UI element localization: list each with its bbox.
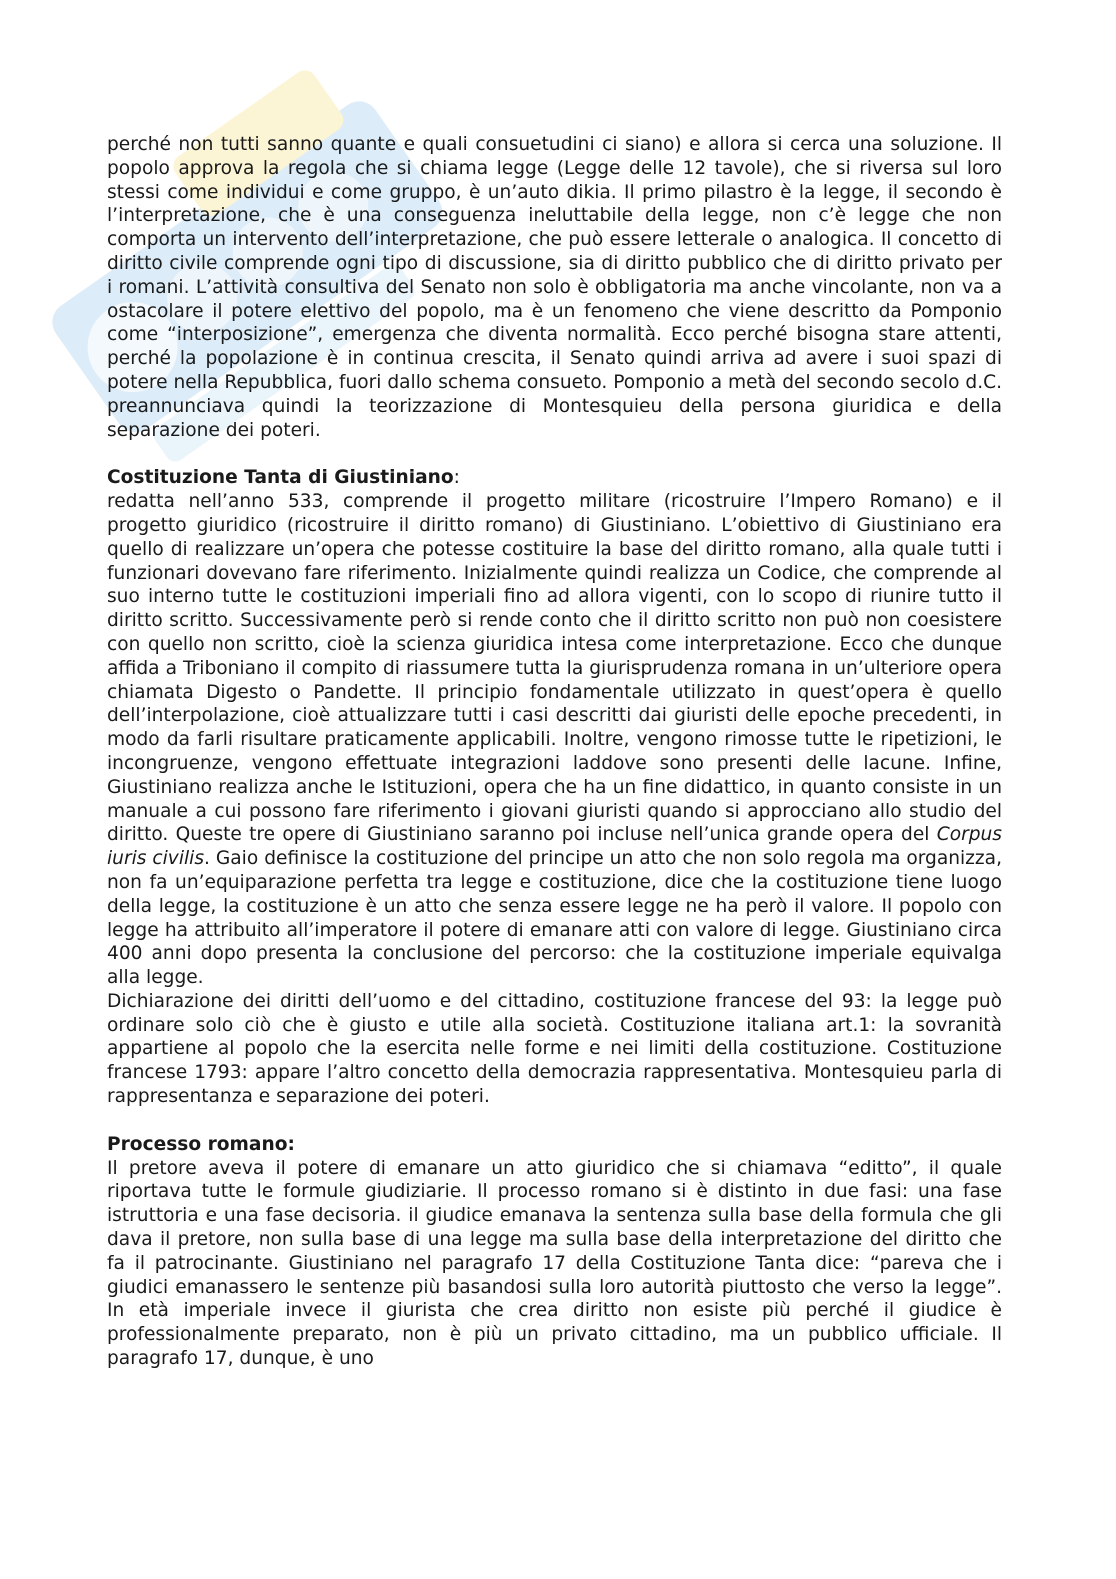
- tanta-text-part-2: . Gaio definisce la costituzione del principe un atto che non solo regola ma organizza, non fa un’equiparazione perfetta tra legge e costituzione, dice che la costituzione tiene luogo della legge, la costituzione è un atto che senza essere legge ne ha però il valore. Il popolo con legge ha attribuito all’imperatore il potere di emanare atti con valore di legge. Giustiniano circa 400 anni dopo presenta la conclusione del percorso: che la costituzione imperiale equivalga alla legge.: [107, 848, 1002, 989]
- heading-tanta-colon: :: [453, 467, 460, 489]
- paragraph-gap: [107, 442, 1002, 466]
- dichiarazione-paragraph: Dichiarazione dei diritti dell’uomo e del cittadino, costituzione francese del 93: la legge può ordinare solo ciò che è giusto e utile alla società. Costituzione italiana art.1: la sovranità appartiene al popolo che la esercita nelle forme e nei limiti della costituzione. Costituzione francese 1793: appare l’altro concetto della democrazia rappresentativa. Montesquieu parla di rappresentanza e separazione dei poteri.: [107, 990, 1002, 1108]
- processo-paragraph: Il pretore aveva il potere di emanare un atto giuridico che si chiamava “editto”, il quale riportava tutte le formule giudiziarie. Il processo romano si è distinto in due fasi: una fase istruttoria e una fase decisoria. il giudice emanava la sentenza sulla base della formula che gli dava il pretore, non sulla base di una legge ma sulla base della interpretazione del diritto che fa il patrocinante. Giustiniano nel paragrafo 17 della Costituzione Tanta dice: “pareva che i giudici emanassero le sentenze più basandosi sulla loro autorità piuttosto che verso la legge”. In età imperiale invece il giurista che crea diritto non esiste più perché il giudice è professionalmente preparato, non è più un privato cittadino, ma un pubblico ufficiale. Il paragrafo 17, dunque, è uno: [107, 1157, 1002, 1370]
- tanta-paragraph: [107, 490, 1002, 990]
- intro-paragraph: perché non tutti sanno quante e quali consuetudini ci siano) e allora si cerca una soluzione. Il popolo approva la regola che si chiama legge (Legge delle 12 tavole), che si riversa sul loro stessi come individui e come gruppo, è un’auto dikia. Il primo pilastro è la legge, il secondo è l’interpretazione, che è una conseguenza ineluttabile della legge, non c’è legge che non comporta un intervento dell’interpretazione, che può essere letterale o analogica. Il concetto di diritto civile comprende ogni tipo di discussione, sia di diritto pubblico che di diritto privato per i romani. L’attività consultiva del Senato non solo è obbligatoria ma anche vincolante, non va a ostacolare il potere elettivo del popolo, ma è un fenomeno che viene descritto da Pomponio come “interposizione”, emergenza che diventa normalità. Ecco perché bisogna stare attenti, perché la popolazione è in continua crescita, il Senato quindi arriva ad avere i suoi spazi di potere nella Repubblica, fuori dallo schema consueto. Pomponio a metà del secondo secolo d.C. preannunciava quindi la teorizzazione di Montesquieu della persona giuridica e della separazione dei poteri.: [107, 134, 1002, 441]
- tanta-italic-title: Corpus iuris civilis: [107, 824, 1002, 870]
- paragraph-gap: [107, 1109, 1002, 1133]
- section-heading-processo: Processo romano:: [107, 1133, 295, 1155]
- document-body: [107, 133, 1002, 1371]
- tanta-text-part-1: redatta nell’anno 533, comprende il progetto militare (ricostruire l’Impero Romano) e il progetto giuridico (ricostruire il diritto romano) di Giustiniano. L’obiettivo di Giustiniano era quello di realizzare un’opera che potesse costituire la base del diritto romano, alla quale tutti i funzionari dovevano fare riferimento. Inizialmente quindi realizza un Codice, che comprende al suo interno tutte le costituzioni imperiali fino ad allora vigenti, con lo scopo di riunire tutto il diritto scritto. Successivamente però si rende conto che il diritto scritto non può non coesistere con quello non scritto, cioè la scienza giuridica intesa come interpretazione. Ecco che dunque affida a Triboniano il compito di riassumere tutta la giurisprudenza romana in un’ulteriore opera chiamata Digesto o Pandette. Il principio fondamentale utilizzato in quest’opera è quello dell’interpolazione, cioè attualizzare tutti i casi descritti dai giuristi delle epoche precedenti, in modo da farli risultare praticamente applicabili. Inoltre, vengono rimosse tutte le ripetizioni, le incongruenze, vengono effettuate integrazioni laddove sono presenti delle lacune. Infine, Giustiniano realizza anche le Istituzioni, opera che ha un fine didattico, in quanto consiste in un manuale a cui possono fare riferimento i giovani giuristi quando si approcciano allo studio del diritto. Queste tre opere di Giustiniano saranno poi incluse nell’unica grande opera del: [107, 491, 1002, 846]
- heading-tanta-title: Costituzione Tanta di Giustiniano: [107, 467, 454, 489]
- section-heading-tanta: [107, 466, 1002, 490]
